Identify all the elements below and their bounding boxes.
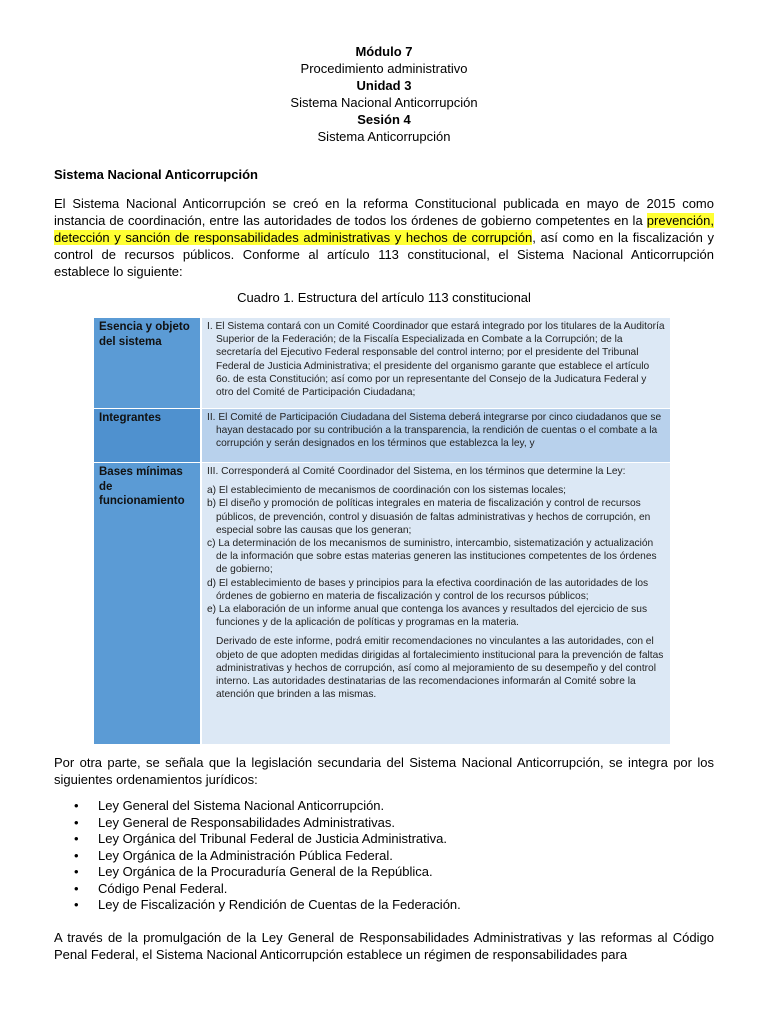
list-item: • Ley Orgánica de la Procuraduría General de la República. [54, 864, 461, 881]
unit-subtitle: Sistema Nacional Anticorrupción [290, 95, 478, 110]
row-content [202, 463, 670, 744]
document-header [0, 43, 768, 145]
unit-title: Unidad 3 [356, 78, 412, 93]
module-title: Módulo 7 [355, 44, 413, 59]
row-content [202, 318, 670, 408]
highlighted-text: prevención, detección y sanción de responsabilidades administrativas y hechos de corrupción [54, 213, 714, 245]
list-item: c) La determinación de los mecanismos de suministro, intercambio, sistematización y actualización de la información que sobre estas materias generen las instituciones competentes de los órdenes de gobierno; [207, 538, 657, 576]
list-item: • Ley General de Responsabilidades Administrativas. [54, 815, 461, 832]
section-title: Sistema Nacional Anticorrupción [54, 167, 258, 182]
list-item: a) El establecimiento de mecanismos de coordinación con los sistemas locales; [207, 485, 566, 497]
row-content [202, 409, 670, 462]
list-item: • Ley Orgánica de la Administración Pública Federal. [54, 848, 461, 865]
table-row [94, 463, 670, 744]
closing-text: Derivado de este informe, podrá emitir recomendaciones no vinculantes a las autoridades, con el objeto de que adopten medidas dirigidas al fortalecimiento institucional para la prevención de faltas administrativas y hechos de corrupción, así como al mejoramiento de su desempeño y del control interno. Las autoridades destinatarias de las recomendaciones informarán al Comité sobre la atención que brinden a las mismas. [216, 636, 664, 701]
table-row [94, 409, 670, 462]
closing-paragraph: A través de la promulgación de la Ley General de Responsabilidades Administrativas y las reformas al Código Penal Federal, el Sistema Nacional Anticorrupción establece un régimen de responsabilidades para [54, 930, 714, 962]
list-item: • Ley Orgánica del Tribunal Federal de Justicia Administrativa. [54, 831, 461, 848]
list-item: • Ley de Fiscalización y Rendición de Cuentas de la Federación. [54, 897, 461, 914]
laws-list [54, 798, 461, 914]
list-item: e) La elaboración de un informe anual que contenga los avances y resultados del ejercicio de sus funciones y de la aplicación de políticas y programas en la materia. [207, 604, 648, 629]
list-item: • Código Penal Federal. [54, 881, 461, 898]
table-row [94, 318, 670, 408]
row-text: II. El Comité de Participación Ciudadana del Sistema deberá integrarse por cinco ciudadanos que se hayan destacado por su contribución a la transparencia, la rendición de cuentas o el combate a la corrupción y serán designados en los términos que establezca la ley, y [207, 412, 662, 450]
row-text: I. El Sistema contará con un Comité Coordinador que estará integrado por los titulares de la Auditoría Superior de la Federación; de la Fiscalía Especializada en Combate a la Corrupción; de la secretaría del Ejecutivo Federal responsable del control interno; por el presidente del Tribunal Federal de Justicia Administrativa; el presidente del organismo garante que establece el artículo 6o. de esta Constitución; así como por un representante del Consejo de la Judicatura Federal y otro del Comité de Participación Ciudadana; [207, 321, 665, 399]
session-subtitle: Sistema Anticorrupción [317, 129, 451, 144]
row-label: Esencia y objeto del sistema [94, 318, 200, 408]
intro-text-after: , así como en la fiscalización y control de recursos públicos. Conforme al artículo 113 constitucional, el Sistema Nacional Anticorrupción establece lo siguiente: [54, 230, 714, 279]
list-item: d) El establecimiento de bases y principios para la efectiva coordinación de las autoridades de los órdenes de gobierno en materia de fiscalización y control de los recursos públicos; [207, 577, 649, 602]
intro-paragraph [54, 195, 714, 280]
session-title: Sesión 4 [357, 112, 411, 127]
article-113-table [94, 318, 670, 744]
intro-text-before: El Sistema Nacional Anticorrupción se creó en la reforma Constitucional publicada en mayo de 2015 como instancia de coordinación, entre las autoridades de todos los órdenes de gobierno competentes en la [54, 196, 714, 228]
row-label: Integrantes [94, 409, 200, 462]
row-label: Bases mínimas de funcionamiento [94, 463, 200, 744]
list-item: • Ley General del Sistema Nacional Anticorrupción. [54, 798, 461, 815]
module-subtitle: Procedimiento administrativo [300, 61, 468, 76]
table-caption: Cuadro 1. Estructura del artículo 113 constitucional [237, 290, 531, 305]
row-text: III. Corresponderá al Comité Coordinador del Sistema, en los términos que determine la Ley: [207, 466, 626, 477]
list-item: b) El diseño y promoción de políticas integrales en materia de fiscalización y control de recursos públicos, de prevención, control y disuasión de faltas administrativas y hechos de corrupción, en especial sobre las causas que los generan; [207, 498, 651, 536]
secondary-legislation-paragraph: Por otra parte, se señala que la legislación secundaria del Sistema Nacional Anticorrupción, se integra por los siguientes ordenamientos jurídicos: [54, 755, 714, 787]
